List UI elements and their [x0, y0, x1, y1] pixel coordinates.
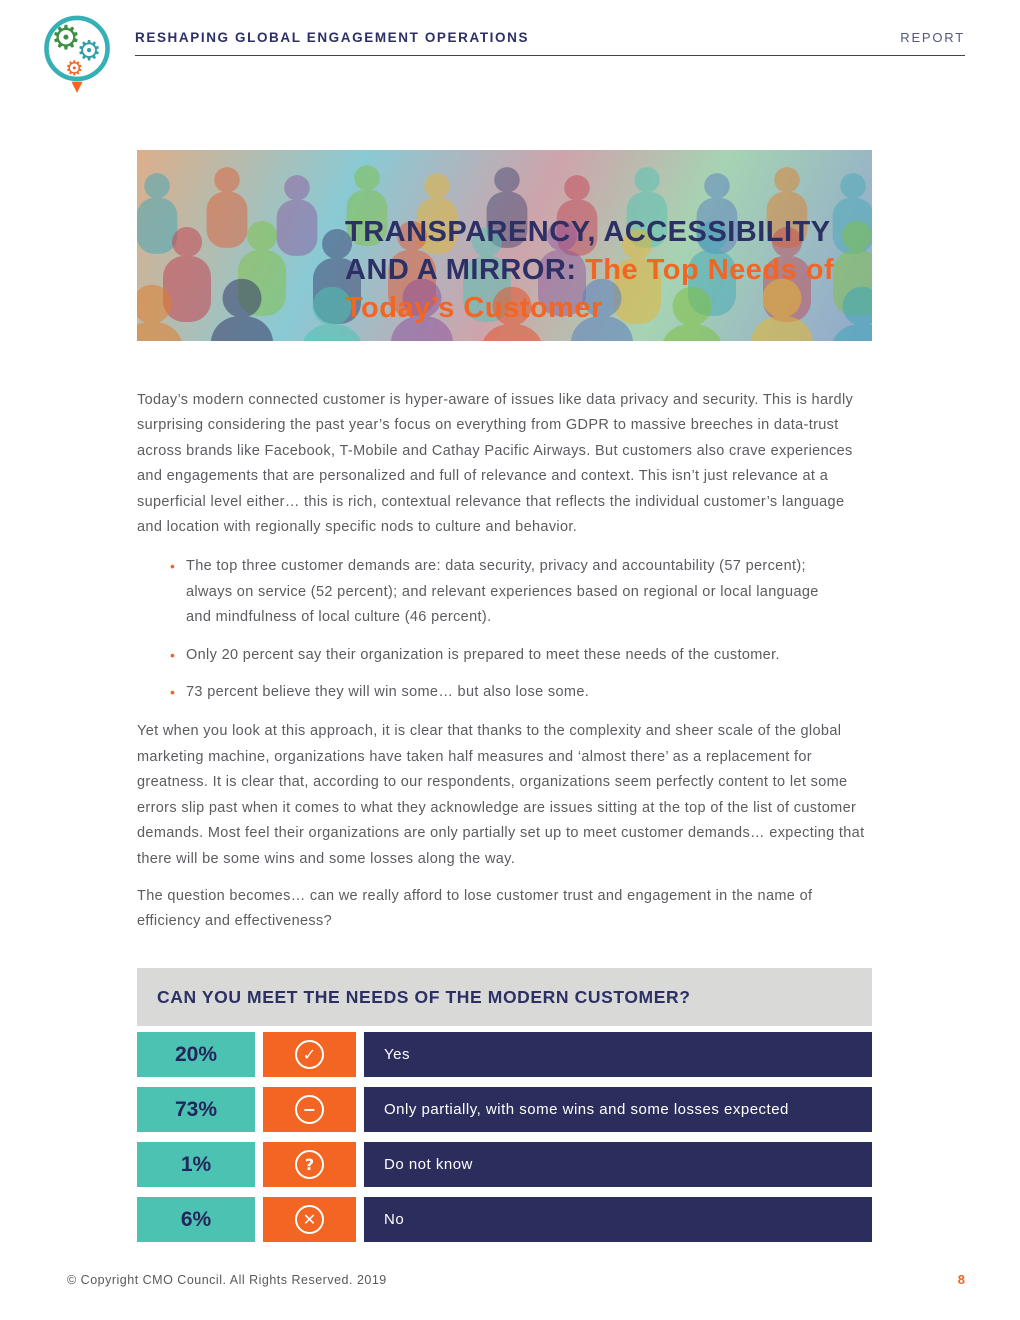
minus-circle-icon: −: [295, 1095, 324, 1124]
hero-banner: [137, 150, 872, 341]
section-title-primary: TRANSPARENCY, ACCESSIBILITY AND A MIRROR:: [345, 216, 831, 287]
svg-text:⚙: ⚙: [50, 17, 81, 57]
percent-value: 20%: [137, 1032, 255, 1077]
icon-cell: [263, 1197, 356, 1242]
bullet-item: [170, 680, 846, 705]
question-circle-icon: ?: [295, 1150, 324, 1179]
report-tag: REPORT: [900, 30, 965, 45]
chart-row-do-not-know: [137, 1142, 872, 1187]
svg-text:⚙: ⚙: [65, 55, 84, 80]
page-header: [135, 30, 965, 56]
icon-cell: [263, 1142, 356, 1187]
body-copy: [137, 388, 873, 947]
report-title: RESHAPING GLOBAL ENGAGEMENT OPERATIONS: [135, 30, 530, 45]
paragraph: Yet when you look at this approach, it is clear that thanks to the complexity and sheer scale of the global marketing machine, organizations have taken half measures and ‘almost there’ as a replacement for greatness. It is clear that, according to our respondents, organizations seem perfectly content to let some errors slip past when it comes to what they acknowledge are issues sitting at the top of the list of customer demands. Most feel their organizations are only partially set up to meet customer demands… expecting that there will be some wins and some losses along the way.: [137, 723, 865, 867]
paragraph: Today’s modern connected customer is hyper-aware of issues like data privacy and security. This is hardly surprising considering the past year’s focus on everything from GDPR to massive breeches in data-trust across brands like Facebook, T-Mobile and Cathay Pacific Airways. But customers also crave experiences and engagements that are personalized and full of relevance and context. This isn’t just relevance at a superficial level either… this is rich, contextual relevance that reflects the individual customer’s language and location with regionally specific nods to culture and behavior.: [137, 392, 854, 536]
chart-title: CAN YOU MEET THE NEEDS OF THE MODERN CUSTOMER?: [137, 968, 872, 1026]
answer-label: Do not know: [364, 1142, 872, 1187]
bullet-marker: •: [170, 646, 176, 663]
page-number: 8: [957, 1272, 965, 1287]
section-title-accent: The Top Needs of Today’s Customer: [345, 254, 835, 325]
bullet-text: 73 percent believe they will win some… but also lose some.: [186, 684, 590, 701]
bullet-list: [137, 554, 873, 705]
check-circle-icon: ✓: [295, 1040, 324, 1069]
percent-value: 73%: [137, 1087, 255, 1132]
copyright-text: © Copyright CMO Council. All Rights Reserved. 2019: [67, 1273, 387, 1287]
chart-row-partially: [137, 1087, 872, 1132]
paragraph: The question becomes… can we really afford to lose customer trust and engagement in the name of efficiency and effectiveness?: [137, 887, 813, 930]
chart-row-no: [137, 1197, 872, 1242]
page-footer: [67, 1272, 965, 1287]
percent-value: 6%: [137, 1197, 255, 1242]
header-divider: [135, 55, 965, 56]
bullet-item: [170, 643, 846, 668]
bullet-marker: •: [170, 558, 176, 575]
percent-value: 1%: [137, 1142, 255, 1187]
cmo-council-logo: [40, 10, 114, 98]
bullet-text: Only 20 percent say their organization is prepared to meet these needs of the customer.: [186, 646, 780, 663]
survey-chart: [137, 968, 872, 1252]
answer-label: No: [364, 1197, 872, 1242]
gears-head-logo-graphic: [40, 10, 114, 98]
icon-cell: [263, 1032, 356, 1077]
x-circle-icon: ✕: [295, 1205, 324, 1234]
bullet-item: [170, 554, 846, 630]
section-title: [345, 213, 860, 327]
icon-cell: [263, 1087, 356, 1132]
answer-label: Only partially, with some wins and some losses expected: [364, 1087, 872, 1132]
answer-label: Yes: [364, 1032, 872, 1077]
chart-rows: [137, 1032, 872, 1242]
bullet-marker: •: [170, 684, 176, 701]
svg-text:⚙: ⚙: [76, 33, 102, 67]
chart-row-yes: [137, 1032, 872, 1077]
bullet-text: The top three customer demands are: data security, privacy and accountability (57 percent); always on service (52 percent); and relevant experiences based on regional or local language and mindfulness of local culture (46 percent).: [186, 558, 819, 626]
